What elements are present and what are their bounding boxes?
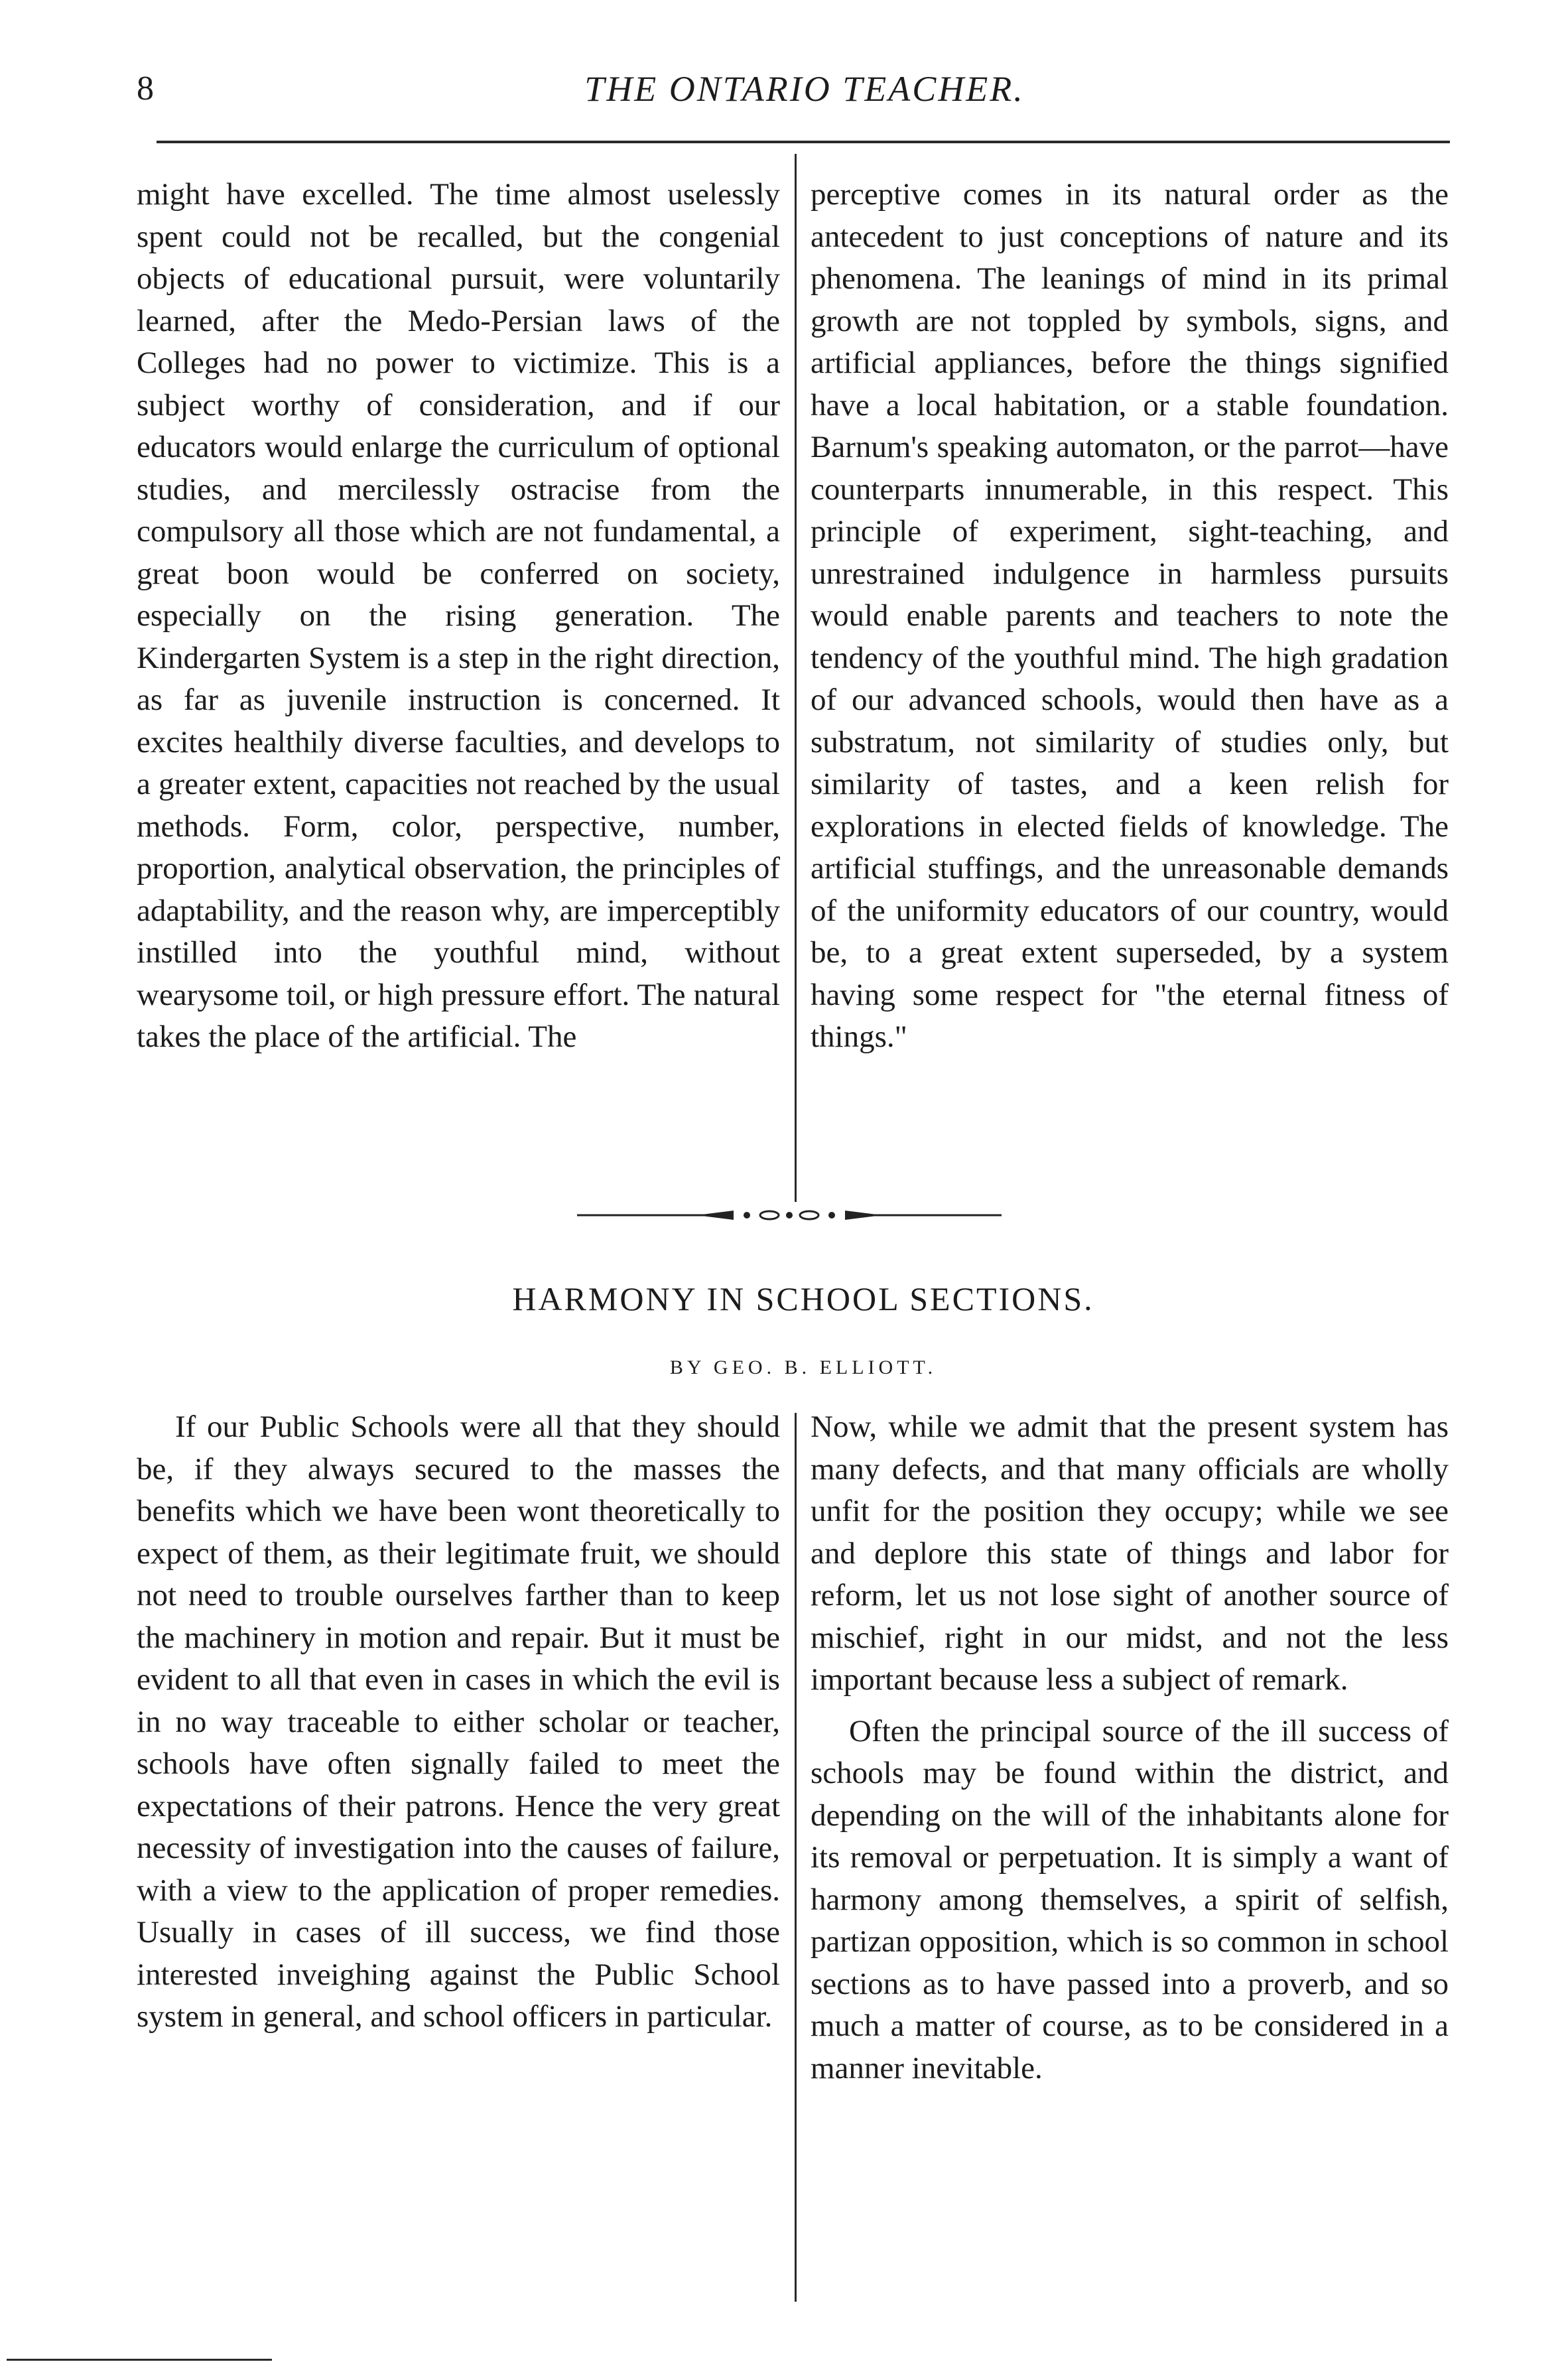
footer-rule [7,2359,272,2361]
article-paragraph-1: If our Public Schools were all that they should be, if they always secured to the masses the benefits which we have been wont theoretically to expect of them, as their legitimate fruit, we should not need to trouble ourselves farther than to keep the machinery in motion and repair. But it must be evident to all that even in cases in which the evil is in no way traceable to either scholar or teacher, schools have often signally failed to meet the expectations of their patrons. Hence the very great necessity of investigation into the causes of failure, with a view to the application of proper remedies. Usually in cases of ill success, we find those interested inveighing against the Public School system in general, and school officers in particular. [137,1410,780,2034]
article-left-column [137,1406,780,2038]
continued-paragraph-right: perceptive comes in its natural order as the antecedent to just conceptions of nature and its phenomena. The leanings of mind in its primal growth are not toppled by symbols, signs, and artificial appliances, before the things signified have a local habitation, or a stable foundation. Barnum's speaking automaton, or the parrot—have counterparts innumerable, in this respect. This principle of experiment, sight-teaching, and unrestrained indulgence in harmless pursuits would enable parents and teachers to note the tendency of the youthful mind. The high gradation of our advanced schools, would then have as a substratum, not similarity of studies only, but similarity of tastes, and a keen relish for explorations in elected fields of knowledge. The artificial stuffings, and the unreasonable demands of the uniformity educators of our country, would be, to a great extent superseded, by a system having some respect for "the eternal fitness of things." [811,177,1449,1054]
header-rule [157,141,1450,143]
article-title: HARMONY IN SCHOOL SECTIONS. [512,1280,1094,1317]
article-right-column [811,1406,1449,2089]
column-divider-top [795,154,797,1202]
article-byline: BY GEO. B. ELLIOTT. [669,1356,937,1378]
running-head: THE ONTARIO TEACHER. [584,69,1025,109]
article-paragraph-3: Often the principal source of the ill success of schools may be found within the district, and depending on the will of the inhabitants alone for its removal or perpetuation. It is simply a want of harmony among themselves, a spirit of selfish, partizan opposition, which is so common in school sections as to have passed into a proverb, and so much a matter of course, as to be considered in a manner inevitable. [811,1713,1449,2085]
continued-paragraph-left: might have excelled. The time almost uselessly spent could not be recalled, but the congenial objects of educational pursuit, were voluntarily learned, after the Medo-Persian laws of the Colleges had no power to victimize. This is a subject worthy of consideration, and if our educators would enlarge the curriculum of optional studies, and mercilessly ostracise from the compulsory all those which are not fundamental, a great boon would be conferred on society, especially on the rising generation. The Kindergarten System is a step in the right direction, as far as juvenile instruction is concerned. It excites healthily diverse faculties, and develops to a greater extent, capacities not reached by the usual methods. Form, color, perspective, number, proportion, analytical observation, the principles of adaptability, and the reason why, are imperceptibly instilled into the youthful mind, without wearysome toil, or high pressure effort. The natural takes the place of the artificial. The [137,177,780,1054]
page-number: 8 [137,70,154,107]
column-divider-bottom [795,1413,797,2302]
continued-article-left-column [137,174,780,1059]
ornament-divider [577,1202,1002,1228]
continued-article-right-column [811,174,1449,1059]
article-paragraph-2: Now, while we admit that the present system has many defects, and that many officials are wholly unfit for the position they occupy; while we see and deplore this state of things and labor for reform, let us not lose sight of another source of mischief, right in our midst, and not the less important because less a subject of remark. [811,1410,1449,1697]
